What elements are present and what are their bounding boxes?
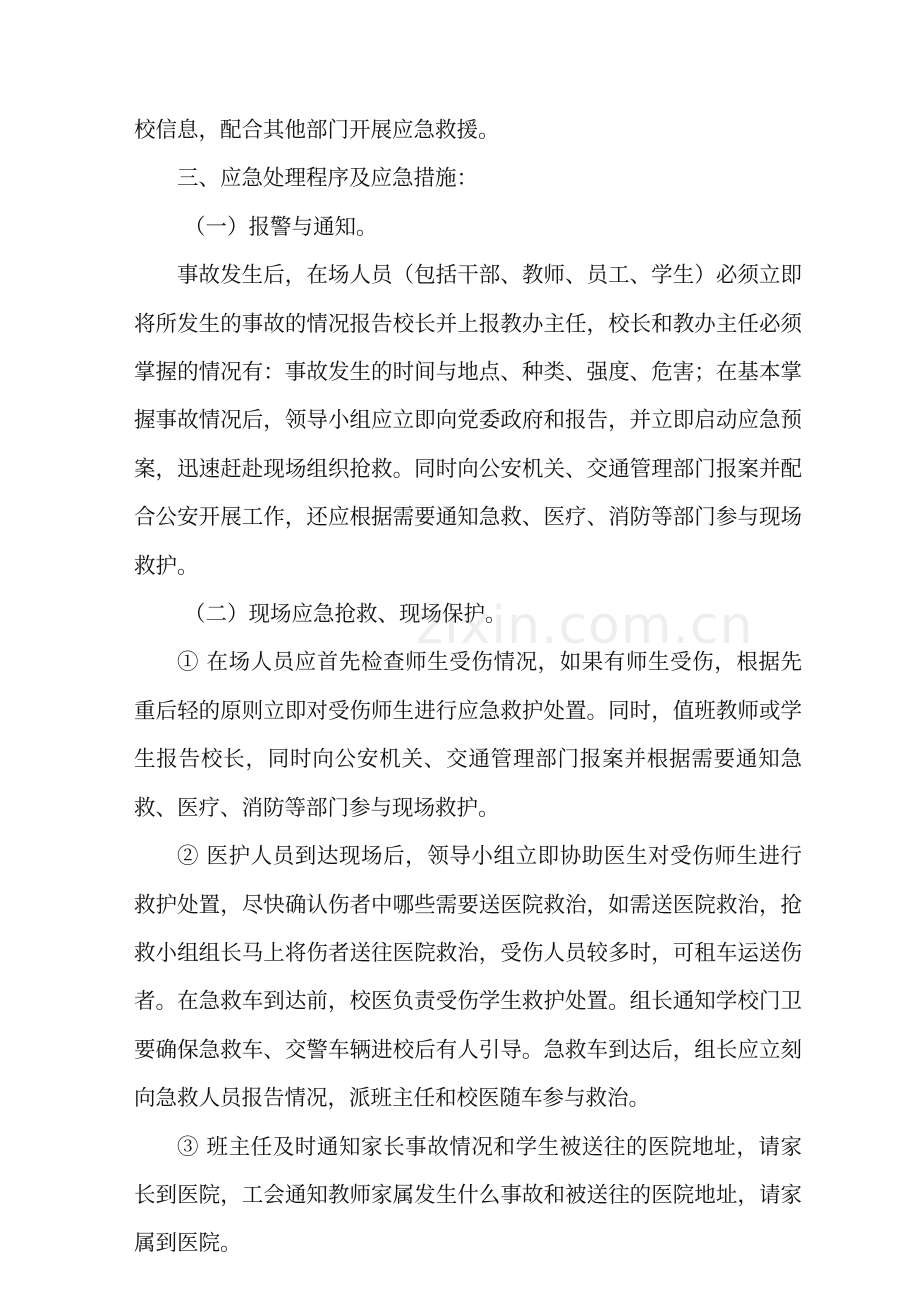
paragraph-step-1: ① 在场人员应首先检查师生受伤情况，如果有师生受伤，根据先重后轻的原则立即对受伤师生进行应急救护处置。同时，值班教师或学生报告校长，同时向公安机关、交通管理部门报案并根据需要通知急救、医疗、消防等部门参与现场救护。 — [134, 650, 802, 821]
watermark: zixin.com.cn — [416, 596, 754, 656]
paragraph-step-2: ② 医护人员到达现场后，领导小组立即协助医生对受伤师生进行救护处置，尽快确认伤者中哪些需要送医院救治，如需送医院救治，抢救小组组长马上将伤者送往医院救治，受伤人员较多时，可租车运送伤者。在急救车到达前，校医负责受伤学生救护处置。组长通知学校门卫要确保急救车、交警车辆进校后有人引导。急救车到达后，组长应立刻向急救人员报告情况，派班主任和校医随车参与救治。 — [134, 844, 802, 1112]
document-body — [134, 107, 802, 1269]
paragraph-continuation: 校信息，配合其他部门开展应急救援。 — [134, 118, 500, 143]
paragraph-step-3: ③ 班主任及时通知家长事故情况和学生被送往的医院地址，请家长到医院，工会通知教师家属发生什么事故和被送往的医院地址，请家属到医院。 — [134, 1134, 802, 1257]
subsection-heading-1: （一）报警与通知。 — [184, 214, 378, 240]
section-heading-3: 三、应急处理程序及应急措施： — [177, 166, 479, 192]
paragraph-report-notify: 事故发生后，在场人员（包括干部、教师、员工、学生）必须立即将所发生的事故的情况报告校长并上报教办主任，校长和教办主任必须掌握的情况有：事故发生的时间与地点、种类、强度、危害；在基本掌握事故情况后，领导小组应立即向党委政府和报告，并立即启动应急预案，迅速赶赴现场组织抢救。同时向公安机关、交通管理部门报案并配合公安开展工作，还应根据需要通知急救、医疗、消防等部门参与现场救护。 — [134, 263, 802, 579]
subsection-heading-2: （二）现场应急抢救、现场保护。 — [184, 602, 507, 628]
